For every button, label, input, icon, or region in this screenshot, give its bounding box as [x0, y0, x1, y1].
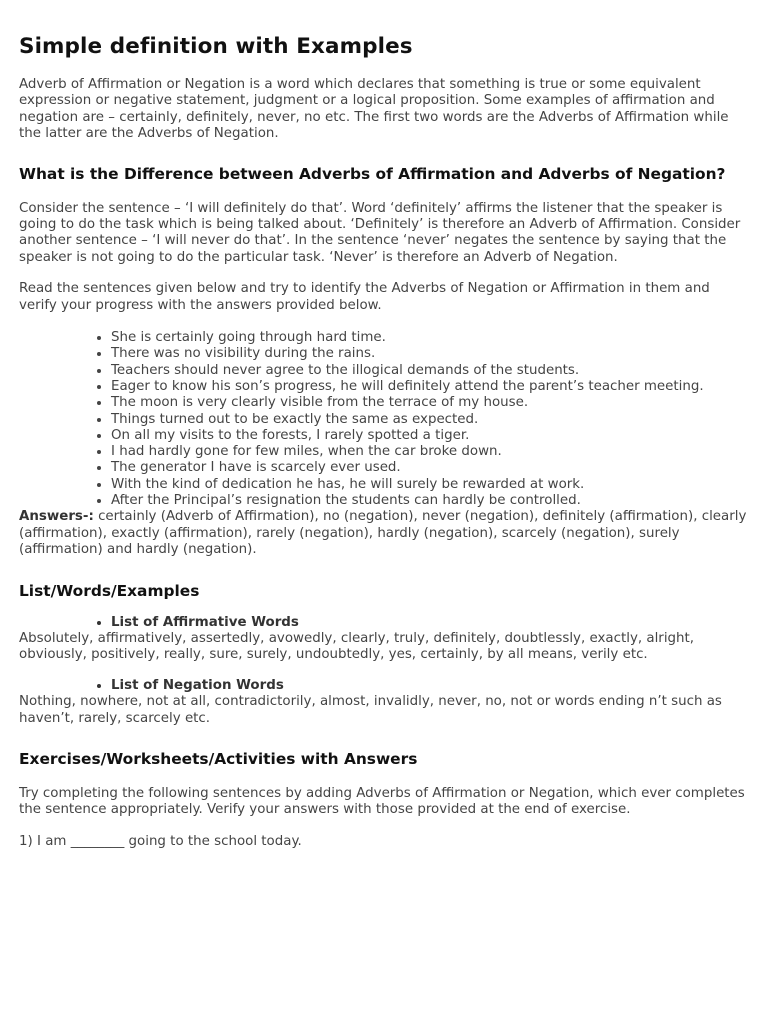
- negation-list-header: [19, 678, 750, 694]
- exercises-instructions: Try completing the following sentences by adding Adverbs of Affirmation or Negation, which ever completes the sentence appropriately. Verify your answers with those provided at the end of exercise.: [19, 785, 745, 818]
- practice-instructions: Read the sentences given below and try to identify the Adverbs of Negation or Affirmation in them and verify your progress with the answers provided below.: [19, 281, 710, 313]
- list-item: • I had hardly gone for few miles, when the car broke down.: [111, 444, 750, 460]
- lists-heading: List/Words/Examples: [19, 581, 200, 600]
- answers-paragraph: [19, 509, 750, 558]
- affirmative-list-header: [19, 615, 750, 631]
- difference-paragraph: Consider the sentence – ‘I will definitely do that’. Word ‘definitely’ affirms the listener that the speaker is going to do the task which is being talked about. ‘Definitely’ is therefore an Adverb of Affirmation. Consider another sentence – ‘I will never do that’. In the sentence ‘never’ negates the sentence by saying that the speaker is not going to do the particular task. ‘Never’ is therefore an Adverb of Negation.: [19, 200, 741, 265]
- affirmative-list-title: • List of Affirmative Words: [111, 615, 750, 631]
- list-item: • After the Principal’s resignation the students can hardly be controlled.: [111, 493, 750, 509]
- affirmative-words-paragraph: Absolutely, affirmatively, assertedly, avowedly, clearly, truly, definitely, doubtlessly, exactly, alright, obviously, positively, really, sure, surely, undoubtedly, yes, certainly, by all means, verily etc.: [19, 630, 695, 663]
- answers-text: certainly (Adverb of Affirmation), no (negation), never (negation), definitely (affirmation), clearly (affirmation), exactly (affirmation), rarely (negation), hardly (negation), scarcely (negation), surely (affirmation) and hardly (negation).: [19, 509, 747, 558]
- page-title: Simple definition with Examples: [19, 34, 413, 59]
- list-item: • Teachers should never agree to the illogical demands of the students.: [111, 363, 750, 379]
- list-item: • She is certainly going through hard time.: [111, 330, 750, 346]
- list-item: • Things turned out to be exactly the same as expected.: [111, 412, 750, 428]
- list-item: • Eager to know his son’s progress, he will definitely attend the parent’s teacher meeting.: [111, 379, 750, 395]
- list-item: • With the kind of dedication he has, he will surely be rewarded at work.: [111, 477, 750, 493]
- list-item: • The generator I have is scarcely ever used.: [111, 460, 750, 476]
- list-item: • On all my visits to the forests, I rarely spotted a tiger.: [111, 428, 750, 444]
- exercises-heading: Exercises/Worksheets/Activities with Answers: [19, 749, 418, 768]
- negation-list-title: • List of Negation Words: [111, 678, 750, 694]
- intro-paragraph: Adverb of Affirmation or Negation is a word which declares that something is true or some equivalent expression or negative statement, judgment or a logical proposition. Some examples of affirmation and negation are – certainly, definitely, never, no etc. The first two words are the Adverbs of Affirmation while the latter are the Adverbs of Negation.: [19, 77, 729, 142]
- difference-heading: What is the Difference between Adverbs of Affirmation and Adverbs of Negation?: [19, 164, 726, 183]
- practice-sentence-list: [19, 330, 750, 509]
- list-item: • The moon is very clearly visible from the terrace of my house.: [111, 395, 750, 411]
- list-item: • There was no visibility during the rains.: [111, 346, 750, 362]
- negation-words-paragraph: Nothing, nowhere, not at all, contradictorily, almost, invalidly, never, no, not or words ending n’t such as haven’t, rarely, scarcely etc.: [19, 694, 722, 726]
- exercise-question-1: 1) I am ________ going to the school today.: [19, 833, 302, 849]
- answers-label: Answers-:: [19, 509, 94, 525]
